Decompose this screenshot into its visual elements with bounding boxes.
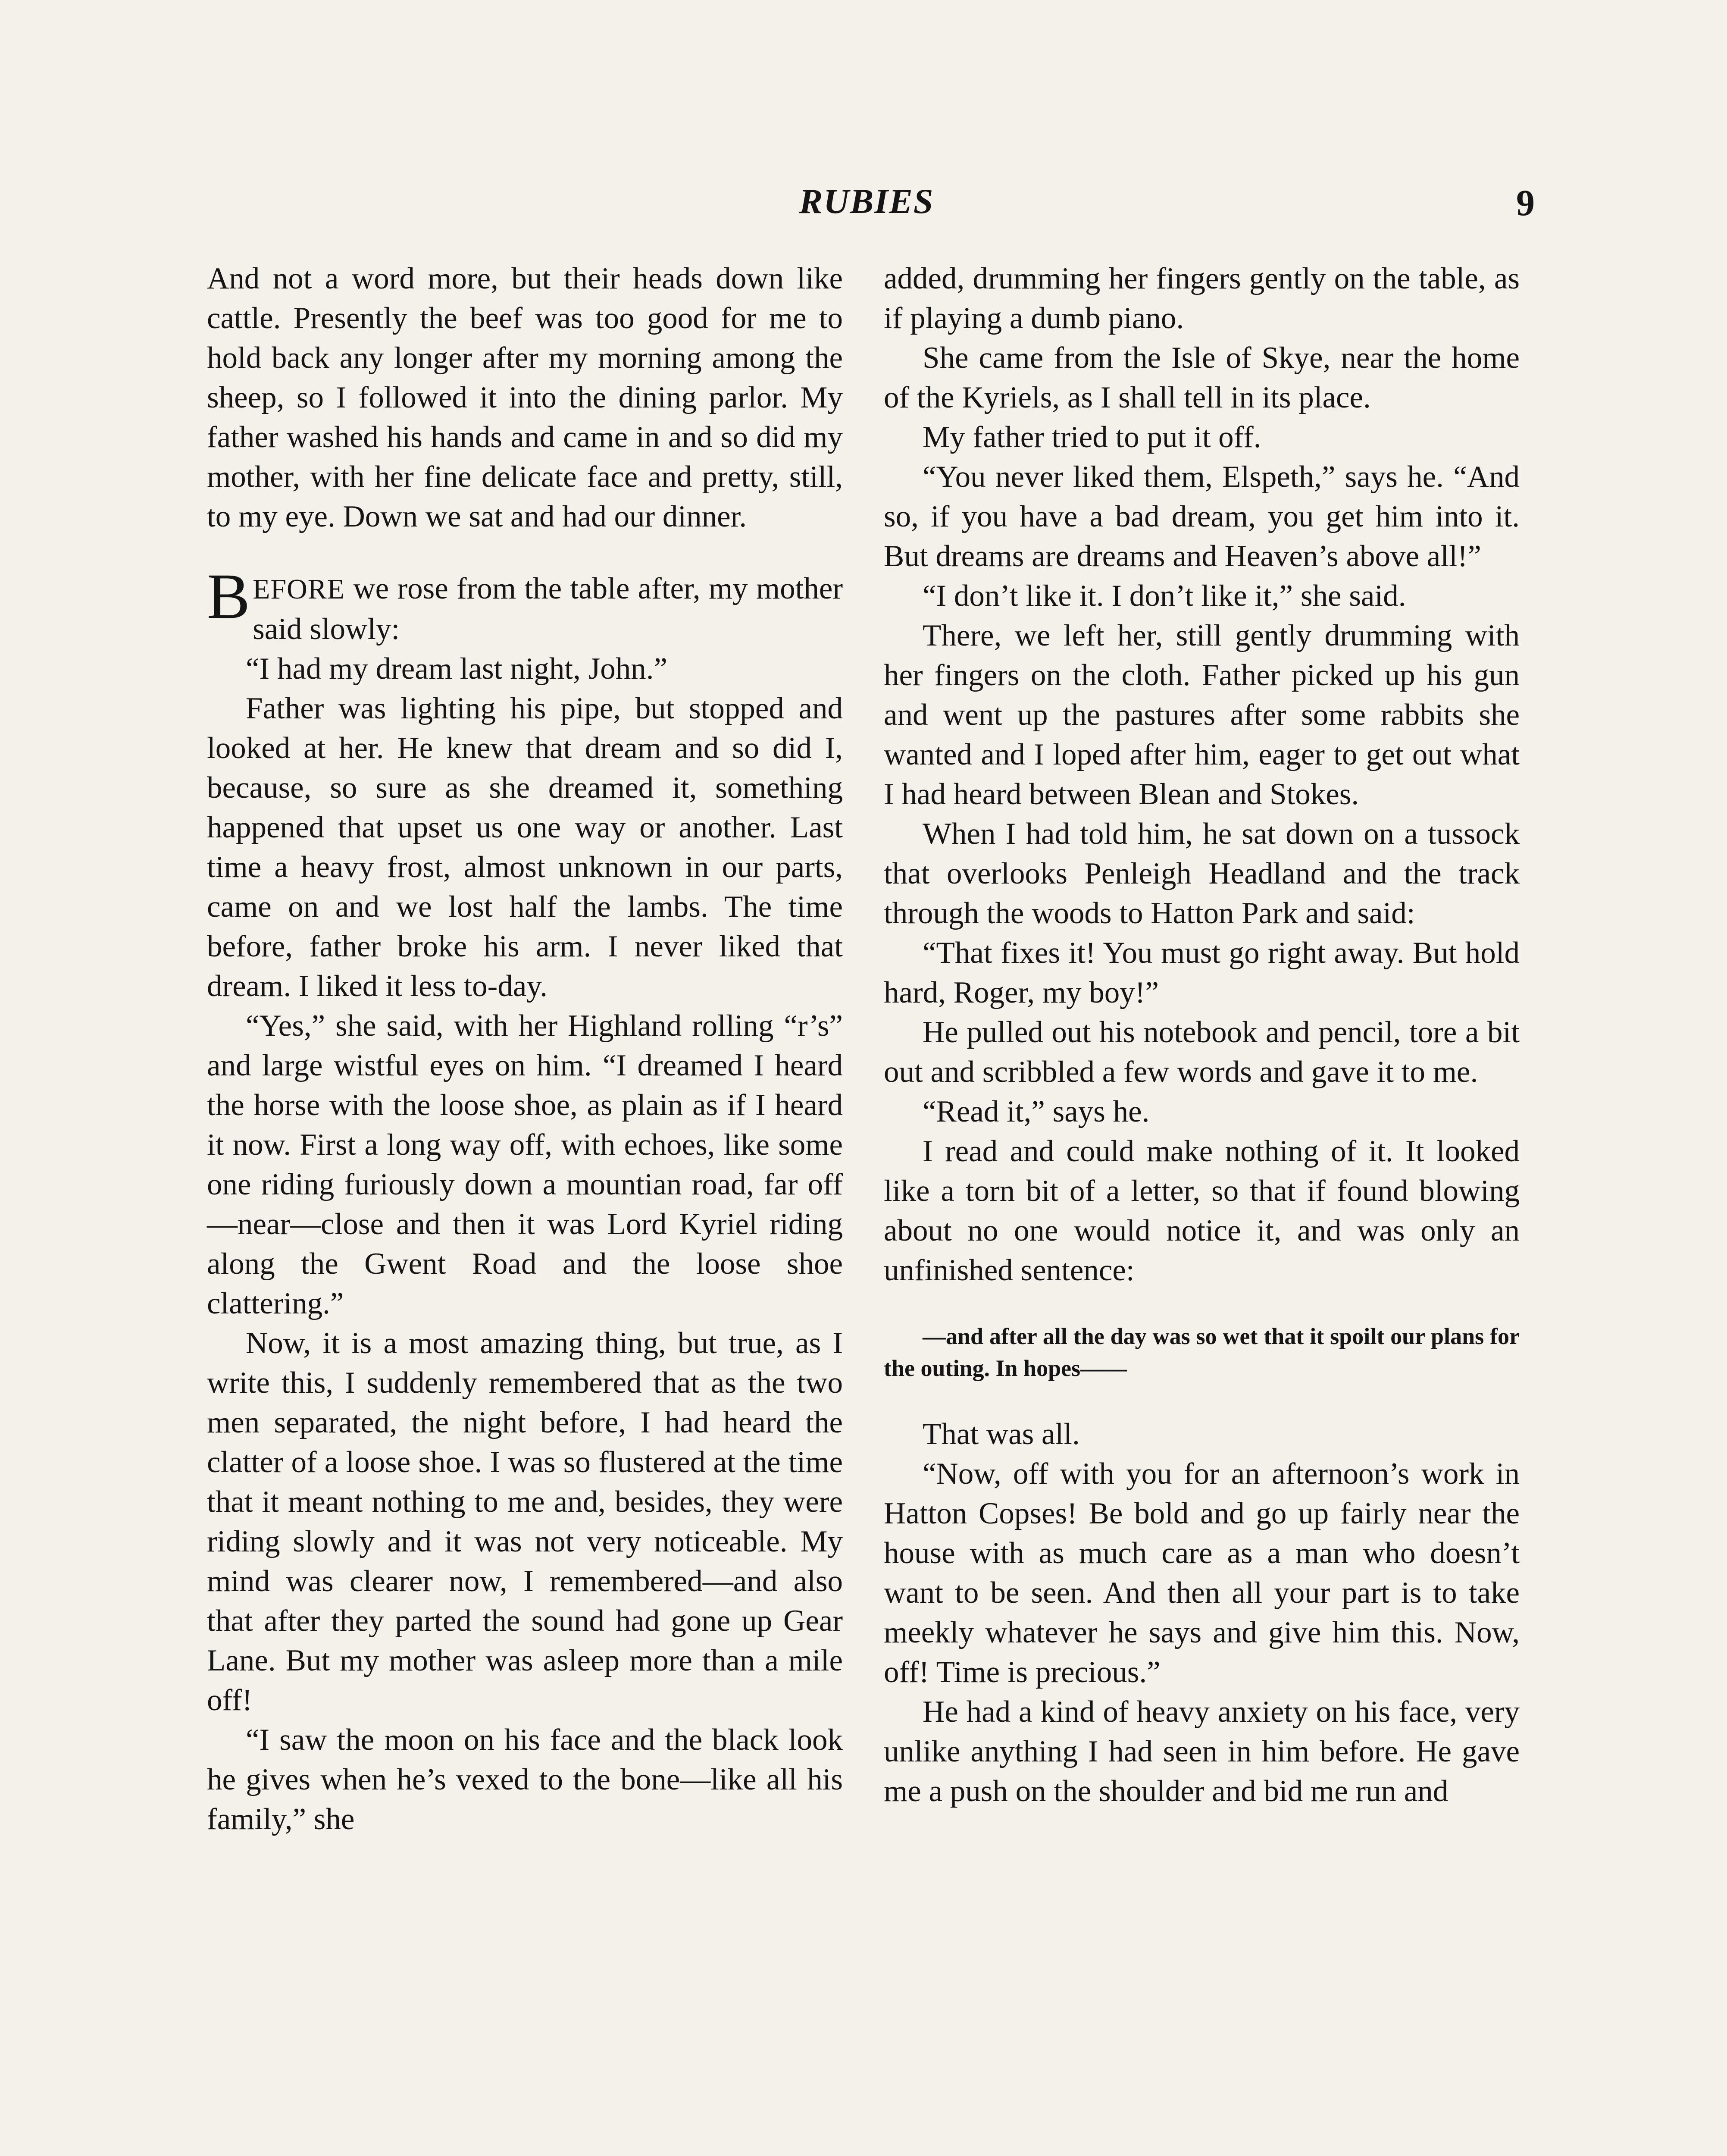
paragraph: added, drumming her fingers gently on the table, as if playing a dumb piano. — [884, 262, 1520, 335]
right-column — [884, 259, 1520, 1811]
paragraph: I read and could make nothing of it. It looked like a torn bit of a letter, so that if found blowing about no one would notice it, and was only an unfinished sentence: — [884, 1134, 1520, 1287]
paragraph: She came from the Isle of Skye, near the home of the Kyriels, as I shall tell in its place. — [884, 341, 1520, 414]
paragraph: “You never liked them, Elspeth,” says he. “And so, if you have a bad dream, you get him into it. But dreams are dreams and Heaven’s above all!” — [884, 460, 1520, 573]
paragraph: He had a kind of heavy anxiety on his face, very unlike anything I had seen in him before. He gave me a push on the shoulder and bid me run and — [884, 1695, 1520, 1808]
paragraph: Father was lighting his pipe, but stopped and looked at her. He knew that dream and so did I, because, so sure as she dreamed it, something happened that upset us one way or another. Last time a heavy frost, almost unknown in our parts, came on and we lost half the lambs. The time before, father broke his arm. I never liked that dream. I liked it less to-day. — [207, 692, 843, 1003]
paragraph: Now, it is a most amazing thing, but true, as I write this, I suddenly remembered that as the two men separated, the night before, I had heard the clatter of a loose shoe. I was so flustered at the time that it meant nothing to me and, besides, they were riding slowly and it was not very noticeable. My mind was clearer now, I remembered—and also that after they parted the sound had gone up Gear Lane. But my mother was asleep more than a mile off! — [207, 1326, 843, 1717]
paragraph: He pulled out his notebook and pencil, tore a bit out and scribbled a few words and gave it to me. — [884, 1015, 1520, 1089]
paragraph: “That fixes it! You must go right away. But hold hard, Roger, my boy!” — [884, 936, 1520, 1009]
paragraph: There, we left her, still gently drumming with her fingers on the cloth. Father picked up his gun and went up the pastures after some rabbits she wanted and I loped after him, eager to get out what I had heard between Blean and Stokes. — [884, 619, 1520, 811]
small-caps-lead: EFORE — [253, 573, 345, 605]
paragraph: “I had my dream last night, John.” — [246, 652, 667, 686]
section-opening-paragraph — [207, 561, 843, 649]
paragraph: “I saw the moon on his face and the black look he gives when he’s vexed to the bone—like all his family,” she — [207, 1723, 843, 1836]
paragraph: “I don’t like it. I don’t like it,” she said. — [923, 579, 1406, 613]
paragraph: That was all. — [923, 1417, 1080, 1451]
running-title: RUBIES — [799, 182, 934, 221]
left-column — [207, 259, 843, 1839]
page-number: 9 — [1516, 182, 1535, 223]
paragraph: “Read it,” says he. — [923, 1095, 1150, 1128]
drop-cap: B — [207, 561, 250, 632]
paragraph: “Now, off with you for an afternoon’s work in Hatton Copses! Be bold and go up fairly near the house with as much care as a man who doesn’t want to be seen. And then all your part is to take meekly whatever he says and give him this. Now, off! Time is precious.” — [884, 1457, 1520, 1689]
quoted-note: —and after all the day was so wet that it spoilt our plans for the outing. In hopes—— — [884, 1323, 1520, 1381]
paragraph: My father tried to put it off. — [923, 420, 1261, 454]
paragraph-text: we rose from the table after, my mother said slowly: — [253, 572, 843, 646]
paragraph: When I had told him, he sat down on a tussock that overlooks Penleigh Headland and the track through the woods to Hatton Park and said: — [884, 817, 1520, 930]
paragraph: And not a word more, but their heads down like cattle. Presently the beef was too good for me to hold back any longer after my morning among the sheep, so I followed it into the dining parlor. My father washed his hands and came in and so did my mother, with her fine delicate face and pretty, still, to my eye. Down we sat and had our dinner. — [207, 262, 843, 533]
paragraph: “Yes,” she said, with her Highland rolling “r’s” and large wistful eyes on him. “I dreamed I heard the horse with the loose shoe, as plain as if I heard it now. First a long way off, with echoes, like some one riding furiously down a mountian road, far off—near—close and then it was Lord Kyriel riding along the Gwent Road and the loose shoe clattering.” — [207, 1009, 843, 1320]
